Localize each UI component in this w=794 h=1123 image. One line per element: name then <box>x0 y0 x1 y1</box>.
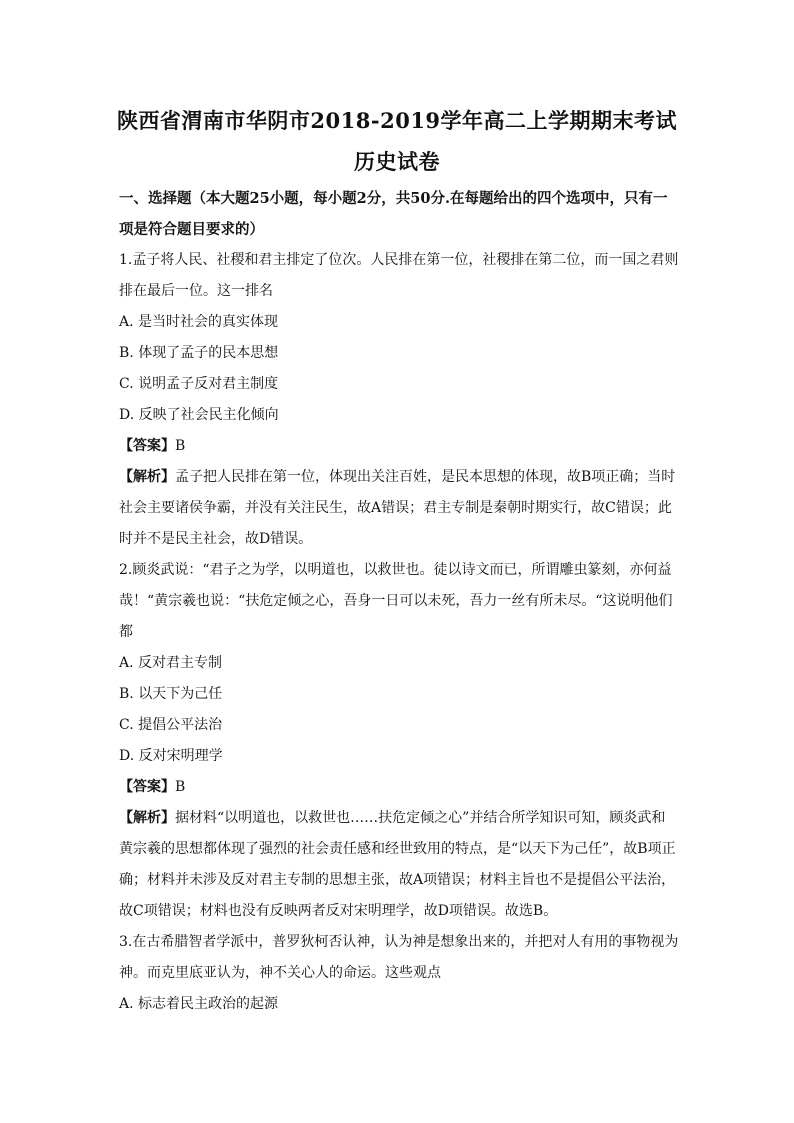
page-title: 陕西省渭南市华阴市2018-2019学年高二上学期期末考试 <box>116 108 678 133</box>
option-c: C. 说明孟子反对君主制度 <box>119 376 279 392</box>
option-d: D. 反映了社会民主化倾向 <box>119 407 279 423</box>
question-2 <box>119 555 679 927</box>
answer-label: 【答案】 <box>119 438 175 454</box>
answer-value: B <box>175 438 186 454</box>
option-b: B. 体现了孟子的民本思想 <box>119 345 279 361</box>
option-a: A. 标志着民主政治的起源 <box>119 996 279 1012</box>
document-body <box>119 183 679 1020</box>
analysis-label: 【解析】 <box>119 810 175 826</box>
answer-line <box>119 772 679 803</box>
page-subtitle: 历史试卷 <box>354 149 440 174</box>
answer-line <box>119 431 679 462</box>
analysis-text: 据材料“以明道也，以救世也……扶危定倾之心”并结合所学知识可知，顾炎武和黄宗羲的思想都体现了强烈的社会责任感和经世致用的特点，是“以天下为己任”，故B项正确；材料并未涉及反对君主专制的思想主张，故A项错误；材料主旨也不是提倡公平法治，故C项错误；材料也没有反映两者反对宋明理学，故D项错误。故选B。 <box>119 810 676 919</box>
analysis-paragraph <box>119 462 679 555</box>
question-1 <box>119 245 679 555</box>
answer-value: B <box>175 779 186 795</box>
analysis-text: 孟子把人民排在第一位，体现出关注百姓，是民本思想的体现，故B项正确；当时社会主要诸侯争霸，并没有关注民生，故A错误；君主专制是秦朝时期实行，故C错误；此时并不是民主社会，故D错误。 <box>119 469 676 547</box>
question-stem: 1.孟子将人民、社稷和君主排定了位次。人民排在第一位，社稷排在第二位，而一国之君则排在最后一位。这一排名 <box>119 252 679 299</box>
option-b: B. 以天下为己任 <box>119 686 223 702</box>
option-a: A. 反对君主专制 <box>119 655 223 671</box>
question-stem: 3.在古希腊智者学派中，普罗狄柯否认神，认为神是想象出来的，并把对人有用的事物视为神。而克里底亚认为，神不关心人的命运。这些观点 <box>119 934 679 981</box>
question-stem: 2.顾炎武说：“君子之为学，以明道也，以救世也。徒以诗文而已，所谓雕虫篆刻，亦何益哉！“黄宗羲也说：“扶危定倾之心，吾身一日可以未死，吾力一丝有所未尽。“这说明他们都 <box>119 562 673 640</box>
section-heading: 一、选择题（本大题25小题，每小题2分，共50分.在每题给出的四个选项中，只有一项是符合题目要求的） <box>119 190 668 238</box>
answer-label: 【答案】 <box>119 779 175 795</box>
option-c: C. 提倡公平法治 <box>119 717 223 733</box>
option-d: D. 反对宋明理学 <box>119 748 223 764</box>
option-a: A. 是当时社会的真实体现 <box>119 314 279 330</box>
question-3 <box>119 927 679 1020</box>
analysis-label: 【解析】 <box>119 469 175 485</box>
analysis-paragraph <box>119 803 679 927</box>
